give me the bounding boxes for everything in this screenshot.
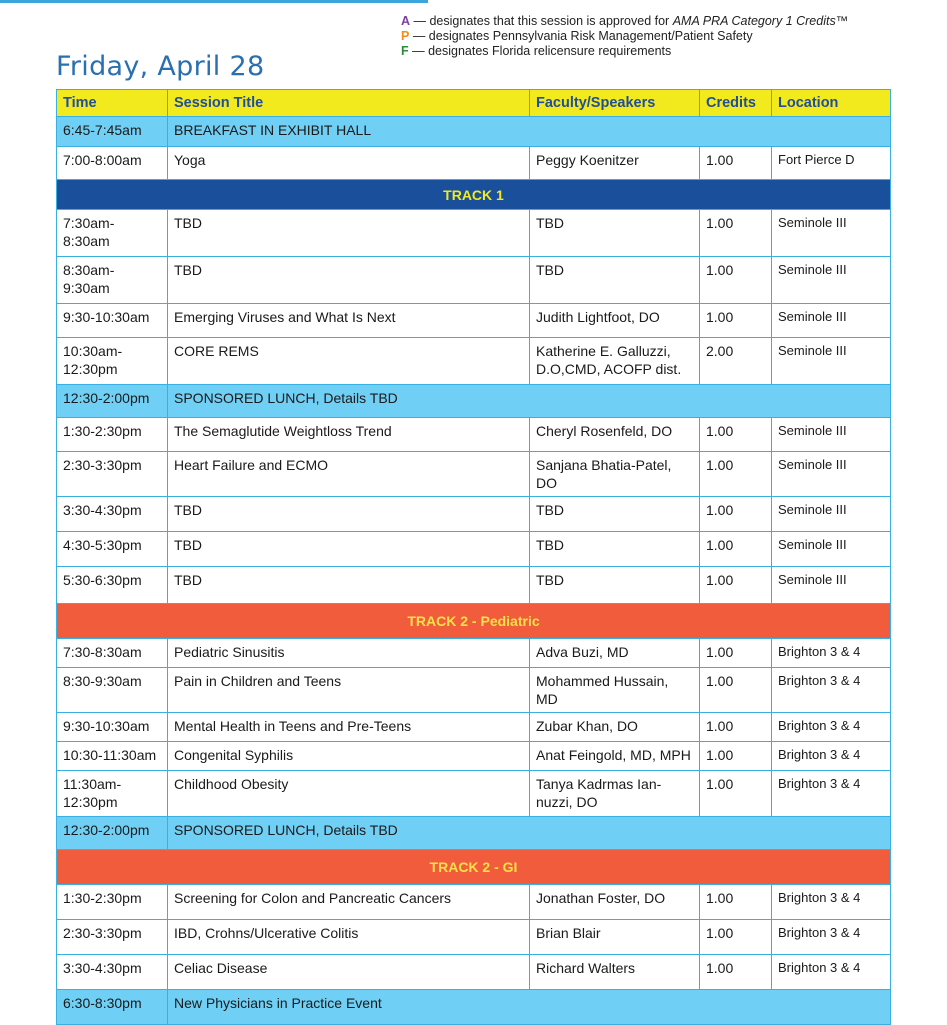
session-title: IBD, Crohns/Ulcerative Colitis — [168, 920, 530, 955]
column-header-time: Time — [57, 90, 168, 117]
session-faculty: Mohammed Hussain, MD — [530, 668, 700, 713]
session-faculty: TBD — [530, 210, 700, 257]
table-row — [57, 920, 891, 955]
session-faculty: Tanya Kadrmas Ian- nuzzi, DO — [530, 771, 700, 817]
table-row — [57, 147, 891, 180]
session-title: TBD — [168, 532, 530, 567]
track-header-row — [57, 850, 891, 885]
session-faculty: Richard Walters — [530, 955, 700, 990]
session-credits: 1.00 — [700, 771, 772, 817]
table-row — [57, 210, 891, 257]
session-time: 10:30-11:30am — [57, 742, 168, 771]
legend-letter: A — [401, 14, 411, 28]
session-faculty: TBD — [530, 497, 700, 532]
session-title: BREAKFAST IN EXHIBIT HALL — [168, 117, 891, 147]
session-faculty: Judith Lightfoot, DO — [530, 304, 700, 338]
session-faculty: TBD — [530, 257, 700, 304]
legend-desc: designates that this session is approved for — [429, 14, 673, 28]
track-label: TRACK 2 - Pediatric — [57, 604, 891, 639]
session-location: Seminole III — [772, 567, 891, 604]
session-time: 12:30-2:00pm — [57, 385, 168, 418]
table-row — [57, 567, 891, 604]
session-faculty: Peggy Koenitzer — [530, 147, 700, 180]
session-time: 8:30-9:30am — [57, 668, 168, 713]
session-time: 6:45-7:45am — [57, 117, 168, 147]
legend-line-f: F — designates Florida relicensure requirements — [401, 44, 672, 58]
session-faculty: Katherine E. Galluzzi, D.O,CMD, ACOFP dist. — [530, 338, 700, 385]
session-time: 1:30-2:30pm — [57, 885, 168, 920]
session-location: Seminole III — [772, 497, 891, 532]
track-label: TRACK 2 - GI — [57, 850, 891, 885]
legend-desc-emphasis: AMA PRA Category 1 Credits™ — [672, 14, 849, 28]
session-title: New Physicians in Practice Event — [168, 990, 891, 1025]
session-time: 9:30-10:30am — [57, 713, 168, 742]
table-row — [57, 668, 891, 713]
session-title: Mental Health in Teens and Pre-Teens — [168, 713, 530, 742]
session-title: SPONSORED LUNCH, Details TBD — [168, 817, 891, 850]
session-faculty: Anat Feingold, MD, MPH — [530, 742, 700, 771]
table-row — [57, 771, 891, 817]
session-title: The Semaglutide Weightloss Trend — [168, 418, 530, 452]
schedule-table — [56, 89, 891, 1025]
session-title: Yoga — [168, 147, 530, 180]
session-credits: 1.00 — [700, 532, 772, 567]
session-credits: 1.00 — [700, 497, 772, 532]
session-title: Pain in Children and Teens — [168, 668, 530, 713]
column-header-title: Session Title — [168, 90, 530, 117]
session-time: 6:30-8:30pm — [57, 990, 168, 1025]
session-location: Brighton 3 & 4 — [772, 885, 891, 920]
table-row — [57, 742, 891, 771]
session-title: Screening for Colon and Pancreatic Cancers — [168, 885, 530, 920]
track-header-row — [57, 180, 891, 210]
session-time: 2:30-3:30pm — [57, 452, 168, 497]
session-faculty: Adva Buzi, MD — [530, 639, 700, 668]
session-title: Childhood Obesity — [168, 771, 530, 817]
session-credits: 1.00 — [700, 147, 772, 180]
session-location: Brighton 3 & 4 — [772, 668, 891, 713]
highlight-row — [57, 117, 891, 147]
table-row — [57, 497, 891, 532]
session-time: 8:30am- 9:30am — [57, 257, 168, 304]
session-location: Brighton 3 & 4 — [772, 955, 891, 990]
session-location: Brighton 3 & 4 — [772, 920, 891, 955]
session-credits: 1.00 — [700, 418, 772, 452]
track-label: TRACK 1 — [57, 180, 891, 210]
session-title: TBD — [168, 567, 530, 604]
session-location: Fort Pierce D — [772, 147, 891, 180]
session-credits: 1.00 — [700, 885, 772, 920]
session-location: Brighton 3 & 4 — [772, 771, 891, 817]
session-credits: 1.00 — [700, 668, 772, 713]
session-credits: 1.00 — [700, 210, 772, 257]
session-time: 11:30am- 12:30pm — [57, 771, 168, 817]
session-location: Seminole III — [772, 304, 891, 338]
session-faculty: Cheryl Rosenfeld, DO — [530, 418, 700, 452]
session-title: Congenital Syphilis — [168, 742, 530, 771]
legend-desc: designates Florida relicensure requirements — [428, 44, 672, 58]
session-credits: 1.00 — [700, 742, 772, 771]
highlight-row — [57, 990, 891, 1025]
table-row — [57, 257, 891, 304]
session-time: 10:30am- 12:30pm — [57, 338, 168, 385]
session-location: Brighton 3 & 4 — [772, 639, 891, 668]
credit-legend — [401, 14, 848, 59]
session-time: 7:30-8:30am — [57, 639, 168, 668]
track-header-row — [57, 604, 891, 639]
session-time: 7:30am- 8:30am — [57, 210, 168, 257]
column-header-faculty: Faculty/Speakers — [530, 90, 700, 117]
session-credits: 1.00 — [700, 567, 772, 604]
session-credits: 2.00 — [700, 338, 772, 385]
table-row — [57, 452, 891, 497]
session-title: Heart Failure and ECMO — [168, 452, 530, 497]
session-location: Seminole III — [772, 418, 891, 452]
schedule-body — [57, 117, 891, 1025]
session-time: 9:30-10:30am — [57, 304, 168, 338]
session-title: TBD — [168, 497, 530, 532]
session-title: TBD — [168, 210, 530, 257]
session-credits: 1.00 — [700, 304, 772, 338]
session-faculty: TBD — [530, 532, 700, 567]
column-header-location: Location — [772, 90, 891, 117]
session-title: CORE REMS — [168, 338, 530, 385]
session-title: Emerging Viruses and What Is Next — [168, 304, 530, 338]
session-title: TBD — [168, 257, 530, 304]
table-row — [57, 338, 891, 385]
session-location: Seminole III — [772, 338, 891, 385]
session-credits: 1.00 — [700, 713, 772, 742]
session-location: Seminole III — [772, 452, 891, 497]
session-title: Pediatric Sinusitis — [168, 639, 530, 668]
session-credits: 1.00 — [700, 639, 772, 668]
table-row — [57, 532, 891, 567]
session-faculty: Zubar Khan, DO — [530, 713, 700, 742]
session-credits: 1.00 — [700, 452, 772, 497]
top-accent-bar — [0, 0, 428, 3]
session-time: 3:30-4:30pm — [57, 497, 168, 532]
table-row — [57, 955, 891, 990]
session-credits: 1.00 — [700, 955, 772, 990]
highlight-row — [57, 817, 891, 850]
session-time: 5:30-6:30pm — [57, 567, 168, 604]
legend-line-a: A — designates that this session is approved for AMA PRA Category 1 Credits™ — [401, 14, 849, 28]
legend-line-p: P — designates Pennsylvania Risk Management/Patient Safety — [401, 29, 753, 43]
legend-desc: designates Pennsylvania Risk Management/Patient Safety — [428, 29, 753, 43]
session-faculty: TBD — [530, 567, 700, 604]
legend-letter: P — [401, 29, 410, 43]
session-credits: 1.00 — [700, 920, 772, 955]
session-title: Celiac Disease — [168, 955, 530, 990]
table-row — [57, 418, 891, 452]
highlight-row — [57, 385, 891, 418]
session-location: Seminole III — [772, 210, 891, 257]
session-title: SPONSORED LUNCH, Details TBD — [168, 385, 891, 418]
legend-letter: F — [401, 44, 409, 58]
session-time: 2:30-3:30pm — [57, 920, 168, 955]
session-faculty: Sanjana Bhatia-Patel, DO — [530, 452, 700, 497]
table-row — [57, 639, 891, 668]
table-row — [57, 304, 891, 338]
page-title: Friday, April 28 — [56, 51, 265, 83]
session-location: Brighton 3 & 4 — [772, 713, 891, 742]
column-header-credits: Credits — [700, 90, 772, 117]
session-location: Brighton 3 & 4 — [772, 742, 891, 771]
table-row — [57, 713, 891, 742]
session-location: Seminole III — [772, 257, 891, 304]
session-credits: 1.00 — [700, 257, 772, 304]
session-time: 1:30-2:30pm — [57, 418, 168, 452]
session-time: 7:00-8:00am — [57, 147, 168, 180]
session-time: 4:30-5:30pm — [57, 532, 168, 567]
session-time: 3:30-4:30pm — [57, 955, 168, 990]
session-faculty: Jonathan Foster, DO — [530, 885, 700, 920]
session-time: 12:30-2:00pm — [57, 817, 168, 850]
session-location: Seminole III — [772, 532, 891, 567]
table-row — [57, 885, 891, 920]
session-faculty: Brian Blair — [530, 920, 700, 955]
table-header-row — [57, 90, 891, 117]
